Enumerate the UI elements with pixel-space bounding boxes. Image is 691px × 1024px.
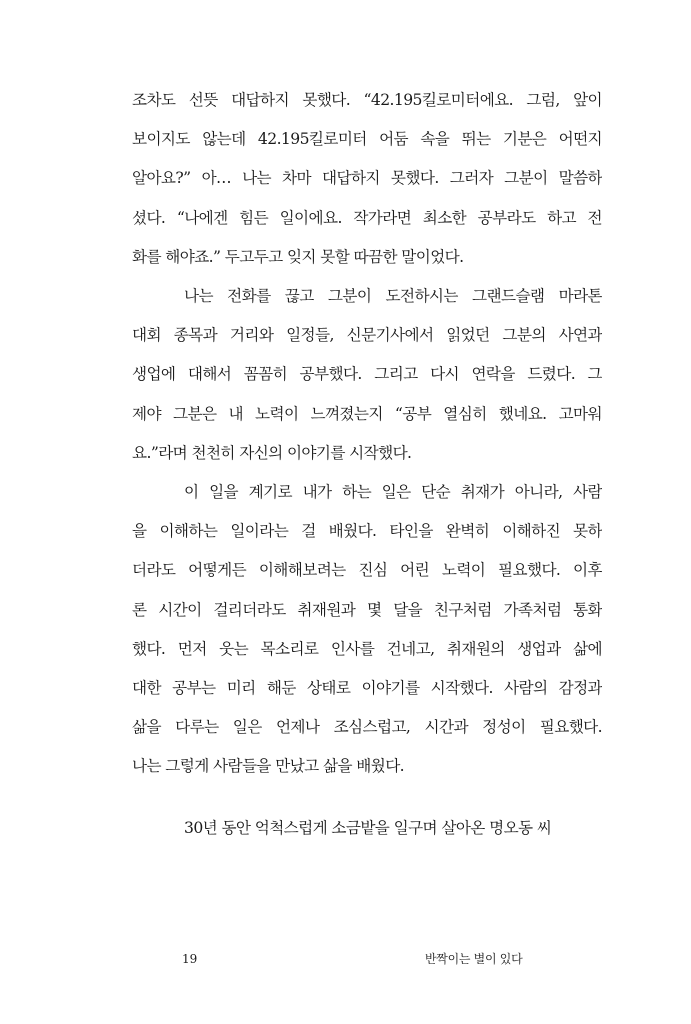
text-line: 제야 그분은 내 노력이 느껴졌는지 “공부 열심히 했네요. 고마워 — [132, 404, 602, 423]
text-line: 나는 그렇게 사람들을 만났고 삶을 배웠다. — [132, 757, 405, 776]
text-line: 생업에 대해서 꼼꼼히 공부했다. 그리고 다시 연락을 드렸다. 그 — [132, 365, 602, 384]
page-number: 19 — [182, 952, 198, 966]
text-line: 론 시간이 걸리더라도 취재원과 몇 달을 친구처럼 가족처럼 통화 — [132, 600, 602, 619]
paragraph-2 — [132, 277, 602, 473]
text-line: 보이지도 않는데 42.195킬로미터 어둠 속을 뛰는 기분은 어떤지 — [132, 130, 602, 149]
text-line: 셨다. “나에겐 힘든 일이에요. 작가라면 최소한 공부라도 하고 전 — [132, 208, 602, 227]
text-line: 대회 종목과 거리와 일정들, 신문기사에서 읽었던 그분의 사연과 — [132, 326, 602, 345]
text-line: 더라도 어떻게든 이해해보려는 진심 어린 노력이 필요했다. 이후 — [132, 561, 602, 580]
text-line: 화를 해야죠.” 두고두고 잊지 못할 따끔한 말이었다. — [132, 247, 464, 266]
text-line: 했다. 먼저 웃는 목소리로 인사를 건네고, 취재원의 생업과 삶에 — [132, 639, 602, 658]
paragraph-4 — [132, 809, 602, 848]
text-line: 삶을 다루는 일은 언제나 조심스럽고, 시간과 정성이 필요했다. — [132, 718, 602, 737]
paragraph-3 — [132, 473, 602, 787]
text-line: 30년 동안 억척스럽게 소금밭을 일구며 살아온 명오동 씨 — [184, 819, 552, 837]
text-line: 조차도 선뜻 대답하지 못했다. “42.195킬로미터에요. 그럼, 앞이 — [132, 91, 602, 109]
text-line: 대한 공부는 미리 해둔 상태로 이야기를 시작했다. 사람의 감정과 — [132, 678, 602, 697]
text-line: 요.”라며 천천히 자신의 이야기를 시작했다. — [132, 443, 412, 462]
text-line: 알아요?” 아… 나는 차마 대답하지 못했다. 그러자 그분이 말씀하 — [132, 169, 602, 188]
text-line: 을 이해하는 일이라는 걸 배웠다. 타인을 완벽히 이해하진 못하 — [132, 522, 602, 541]
running-title: 반짝이는 별이 있다 — [425, 952, 523, 966]
text-line: 이 일을 계기로 내가 하는 일은 단순 취재가 아니라, 사람 — [184, 483, 602, 501]
paragraph-1 — [132, 81, 602, 277]
text-line: 나는 전화를 끊고 그분이 도전하시는 그랜드슬램 마라톤 — [184, 287, 602, 305]
